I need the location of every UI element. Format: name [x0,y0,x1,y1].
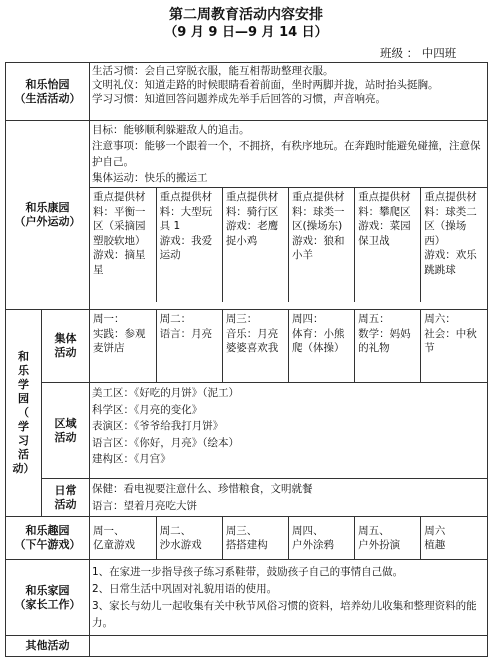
outdoor-goal: 目标：能够顺利躲避敌人的追击。 [92,124,250,136]
games-day-wed: 周三、 搭搭建构 [222,517,288,559]
outdoor-area-2: 重点提供材料：大型玩具 1 游戏：我爱运动 [156,188,222,303]
date-range: （9 月 9 日—9 月 14 日） [164,25,328,40]
daily-line: 保健：看电视要注意什么、珍惜粮食，文明就餐 [92,482,313,495]
family-line: 3、家长与幼儿一起收集有关中秋节风俗习惯的资料，培养幼儿收集和整理资料的能力。 [92,599,477,629]
daily-line: 语言：望着月亮吃大饼 [92,499,197,512]
weekly-plan-table [5,62,488,657]
family-line: 2、日常生活中巩固对礼貌用语的使用。 [92,582,278,595]
outdoor-row [6,121,488,310]
other-row [6,636,488,657]
outdoor-notes: 注意事项：能够一个跟着一个，不拥挤，有秩序地玩。在奔跑时能避免碰撞，注意保护自己。 [92,140,481,168]
study-group-row [6,310,488,383]
outdoor-label: 和乐康园 （户外运动） [6,121,90,310]
games-content [90,517,488,560]
area-line: 建构区：《月宫》 [92,453,171,465]
area-line: 表演区：《爷爷给我打月饼》 [92,420,224,432]
group-day-fri: 周五： 数学：妈妈的礼物 [355,310,421,382]
outdoor-area-1: 重点提供材料：平衡一区（采摘园塑胶软地） 游戏：摘星星 [90,188,156,303]
study-label: 和 乐 学 园 （ 学 习 活 动） [6,310,42,517]
daily-activity-content [90,479,488,517]
area-activity-label: 区域 活动 [42,383,90,479]
group-day-wed: 周三： 音乐：月亮婆婆喜欢我 [222,310,288,382]
outdoor-area-6: 重点提供材料：球类二区（操场西） 游戏：欢乐跳跳球 [424,191,477,276]
page-title: 第二周教育活动内容安排 [169,7,323,23]
family-label: 和乐家园 （家长工作） [6,560,90,636]
outdoor-area-3: 重点提供材料：骑行区 游戏：老鹰捉小鸡 [222,188,288,303]
games-day-fri: 周五、 户外扮演 [355,517,421,559]
group-day-tue: 周二： 语言：月亮 [156,310,222,382]
outdoor-area-4: 重点提供材料：球类一区(操场东) 游戏：狼和小羊 [288,188,354,303]
games-days [90,517,487,559]
games-day-sat: 周六 植趣 [424,524,446,551]
study-area-row [6,383,488,479]
area-line: 科学区：《月亮的变化》 [92,403,203,416]
group-day-thu: 周四： 体育：小熊爬（体操） [288,310,354,382]
other-content [90,636,488,657]
page-header [0,0,492,41]
family-content [90,560,488,636]
group-activity-days [90,310,487,382]
study-daily-row [6,479,488,517]
outdoor-content [90,121,488,310]
outdoor-area-5: 重点提供材料：攀爬区 游戏：菜园保卫战 [355,188,421,303]
daily-activity-label: 日常 活动 [42,479,90,517]
games-day-mon: 周一、 亿童游戏 [90,517,156,559]
life-row [6,63,488,121]
group-day-sat: 周六： 社会：中秋节 [424,313,477,354]
games-day-tue: 周二、 沙水游戏 [156,517,222,559]
life-label: 和乐怡园 （生活活动） [6,63,90,121]
outdoor-group-sport: 集体运动：快乐的搬运工 [92,172,208,184]
games-label: 和乐趣园 （下午游戏） [6,517,90,560]
life-content [90,63,488,121]
group-activity-label: 集体 活动 [42,310,90,383]
family-row [6,560,488,636]
other-label: 其他活动 [6,636,90,657]
games-row [6,517,488,560]
group-day-mon: 周一： 实践：参观麦饼店 [90,310,156,382]
class-label: 班级 ： 中四班 [380,46,457,60]
family-line: 1、在家进一步指导孩子练习系鞋带，鼓励孩子自己的事情自己做。 [92,565,404,578]
group-activity-content [90,310,488,383]
outdoor-areas [90,187,487,302]
life-line: 生活习惯：会自己穿脱衣服，能互相帮助整理衣服。 [92,65,334,77]
life-line: 学习习惯：知道回答问题养成先举手后回答的习惯，声音响亮。 [92,93,386,105]
area-line: 美工区：《好吃的月饼》（泥工） [92,387,239,399]
area-line: 语言区：《你好，月亮》（绘本） [92,436,239,449]
games-day-thu: 周四、 户外涂鸦 [288,517,354,559]
life-line: 文明礼仪：知道走路的时候眼睛看着前面，坐时两脚并拢，站时抬头挺胸。 [92,79,439,91]
area-activity-content [90,383,488,479]
